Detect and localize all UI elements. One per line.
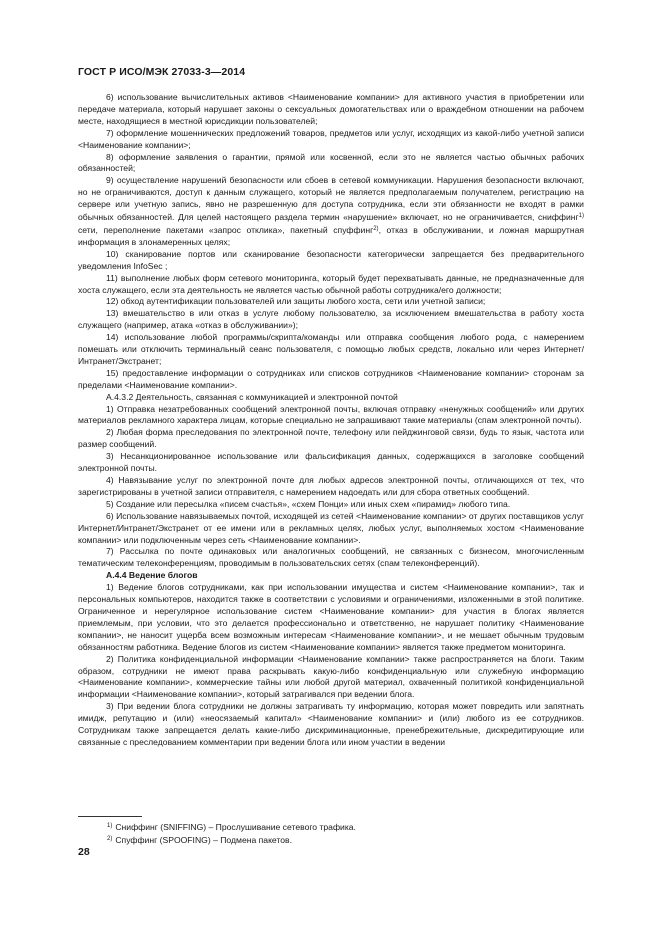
- section-heading: А.4.4 Ведение блогов: [106, 570, 198, 581]
- footnote-ref: 2): [373, 225, 379, 232]
- footnote-text: Сниффинг (SNIFFING) – Прослушивание сетевого трафика.: [115, 822, 356, 832]
- section-heading: А.4.3.2 Деятельность, связанная с коммуникацией и электронной почтой: [106, 391, 398, 402]
- paragraph: 12) обход аутентификации пользователей или защиты любого хоста, сети или учетной записи;: [106, 296, 486, 307]
- footnote-divider: [78, 816, 142, 817]
- paragraph: 5) Создание или пересылка «писем счастья», «схем Понци» или иных схем «пирамид» любого типа.: [106, 498, 511, 509]
- paragraph-text: , отказ в обслуживании, и ложная маршрутная информация в злонамеренных целях;: [78, 224, 585, 247]
- paragraph-text: 9) осуществление нарушений безопасности или сбоев в сетевой коммуникации. Нарушения безопасности включают, но не ограничиваются, доступ к данным служащего, который не является предполагаемым получателем, регистрацию на сервере или учетную запись, явно не разрешенную для доступа сотрудника, если эти обязанности не входят в рамки обычных обязанностей. Для целей настоящего раздела термин «нарушение» включает, но не ограничивается, сниффинг: [78, 175, 584, 223]
- paragraph: 2) Политика конфиденциальной информации <Наименование компании> также распространяется на блоги. Таким образом, сотрудники не имеют права раскрывать какую-либо конфиденциальную или служебную информацию <Наименование компании>, коммерческие тайны или любой другой материал, охваченный политикой конфиденциальной информации <Наименование компании>, который затрагивался при ведении блога.: [78, 653, 584, 700]
- paragraph: 4) Навязывание услуг по электронной почте для любых адресов электронной почты, отличающихся от тех, что зарегистрированы в учетной записи отправителя, с намерением надоедать или для сбора ответных сообщений.: [78, 475, 584, 497]
- page-number: 28: [78, 846, 90, 858]
- footnote: [107, 820, 356, 833]
- paragraph: 7) оформление мошеннических предложений товаров, предметов или услуг, исходящих из какой-либо учетной записи <Наименование компании>;: [78, 127, 584, 150]
- paragraph: 15) предоставление информации о сотрудниках или списков сотрудников <Наименование компании> сторонам за пределами <Наименование компании>.: [78, 367, 584, 390]
- paragraph: 6) Использование навязываемых почтой, исходящей из сетей <Наименование компании> от других поставщиков услуг Интернет/Интранет/Экстранет от ее имени или в рекламных целях, любых услуг, выполняемых хостом <Наименование компании> или подключенным через сеть <Наименование компании>.: [78, 510, 584, 545]
- paragraph: 11) выполнение любых форм сетевого мониторинга, который будет перехватывать данные, не предназначенные для хоста служащего, если эта деятельность не является частью обычной работы сотрудника/его должности;: [78, 272, 584, 295]
- paragraph: 14) использование любой программы/скрипта/команды или отправка сообщения любого рода, с намерением помешать или отключить терминальный сеанс пользователя, с помощью любых средств, локально или через Интернет/Интранет/Экстранет;: [78, 332, 584, 366]
- paragraph: 1) Ведение блогов сотрудниками, как при использовании имущества и систем <Наименование компании>, так и персональных компьютеров, находится также в соответствии с условиями и ограничениями, изложенными в этой политике. Ограниченное и нерегулярное использование систем <Наименование компании> для участия в блогах является приемлемым, при условии, что это делается профессионально и ответственно, не нарушает политику <Наименование компании>, не наносит ущерба всем возможным интересам <Наименование компании>, и не мешает обычным трудовым обязанностям работника. Ведение блогов из систем <Наименование компании> является также предметом мониторинга.: [78, 582, 584, 652]
- footnote-mark: 2): [107, 836, 113, 842]
- paragraph: 10) сканирование портов или сканирование безопасности категорически запрещается без предварительного уведомления InfoSec ;: [78, 248, 584, 271]
- paragraph: 8) оформление заявления о гарантии, прямой или косвенной, если это не является частью обычных рабочих обязанностей;: [78, 151, 584, 174]
- footnote-mark: 1): [107, 823, 113, 829]
- paragraph: 2) Любая форма преследования по электронной почте, телефону или пейджинговой связи, будь то язык, частота или размер сообщений.: [78, 427, 584, 450]
- paragraph: 6) использование вычислительных активов <Наименование компании> для активного участия в приобретении или передаче материала, который нарушает законы о сексуальных домогательствах или о враждебном отношении на рабочем месте, находящиеся в местной юрисдикции пользователей;: [78, 92, 584, 126]
- paragraph-text: сети, переполнение пакетами «запрос отклика», пакетный спуффинг: [78, 224, 374, 235]
- footnotes: [107, 820, 356, 846]
- paragraph: 13) вмешательство в или отказ в услуге любому пользователю, за исключением вмешательства в работу хоста служащего (например, атака «отказ в обслуживании»);: [78, 308, 584, 331]
- footnote-ref: 1): [578, 213, 584, 220]
- document-header: ГОСТ Р ИСО/МЭК 27033-3—2014: [78, 66, 246, 78]
- footnote: [107, 833, 356, 846]
- paragraph: 7) Рассылка по почте одинаковых или аналогичных сообщений, не связанных с бизнесом, многочисленным тематическим телеконференциям, проводимым в пользовательских сетях (спам телеконференций).: [78, 546, 584, 569]
- paragraph: 1) Отправка незатребованных сообщений электронной почты, включая отправку «ненужных сообщений» или других материалов рекламного характера лицам, которые специально не запрашивают такие материалы (спам электронной почты).: [78, 403, 584, 426]
- paragraph: 3) При ведении блога сотрудники не должны затрагивать ту информацию, которая может повредить или запятнать имидж, репутацию и (или) «неосязаемый капитал» <Наименование компании> и (или) любого из ее сотрудников. Сотрудникам также запрещается делать какие-либо дискриминационные, пренебрежительные, дискредитирующие или связанные с преследованием комментарии при ведении блога или ином участии в ведении: [78, 701, 584, 747]
- paragraph: 3) Несанкционированное использование или фальсификация данных, содержащихся в заголовке сообщений электронной почты.: [78, 451, 584, 474]
- footnote-text: Спуффинг (SPOOFING) – Подмена пакетов.: [115, 835, 292, 845]
- document-body: [78, 92, 584, 749]
- paragraph: [78, 175, 584, 248]
